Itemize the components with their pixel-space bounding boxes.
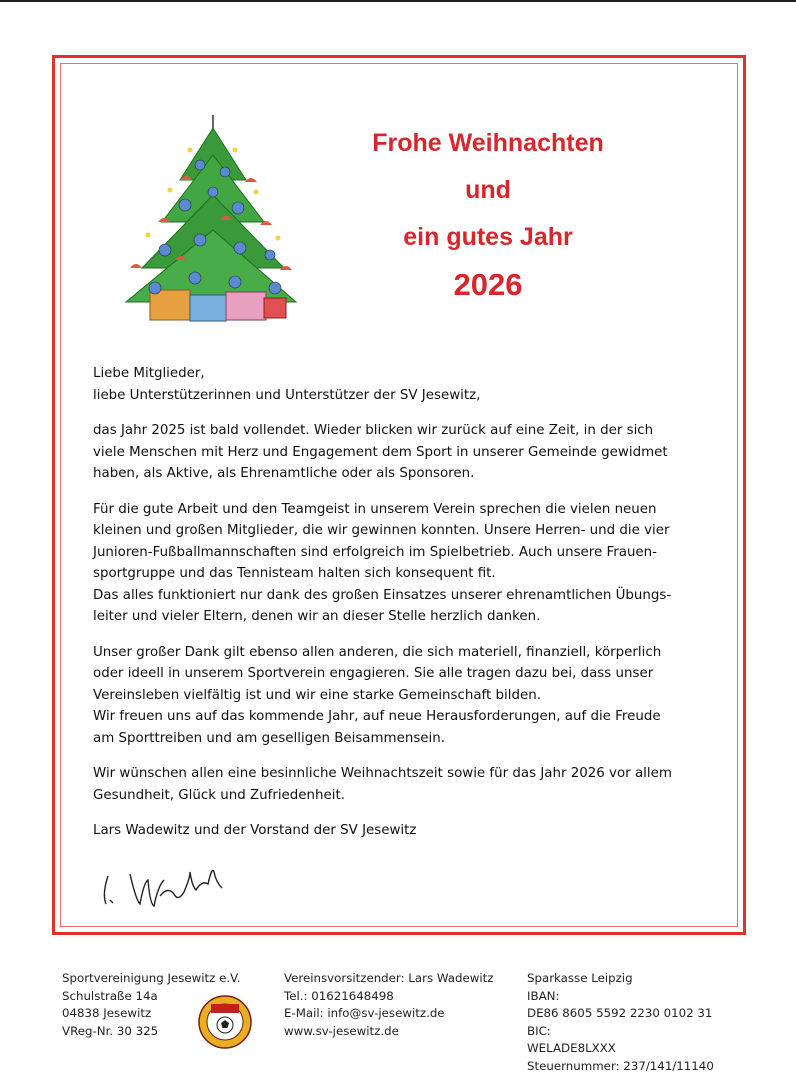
text-line: oder ideell in unserem Sportverein engagieren. Sie alle tragen dazu bei, dass unser — [93, 666, 654, 681]
text-line: viele Menschen mit Herz und Engagement dem Sport in unserer Gemeinde gewidmet — [93, 444, 668, 460]
text-line: Wir wünschen allen eine besinnliche Weihnachtszeit sowie für das Jahr 2026 vor allem — [93, 766, 672, 781]
text-line: haben, als Aktive, als Ehrenamtliche oder als Sponsoren. — [93, 466, 475, 481]
paragraph-1 — [93, 420, 693, 485]
text-line: Für die gute Arbeit und den Teamgeist in unserem Verein sprechen die vielen neuen — [93, 501, 657, 517]
bic-label: BIC: — [527, 1023, 551, 1038]
iban-row — [527, 988, 714, 1023]
registry-number: VReg-Nr. 30 325 — [62, 1023, 159, 1038]
paragraph-2 — [93, 499, 693, 628]
greeting-line-1: Frohe Weihnachten — [372, 129, 604, 157]
handwritten-signature — [100, 866, 260, 910]
paragraph-4 — [93, 763, 693, 806]
tax-number: Steuernummer: 237/141/11140 — [527, 1058, 714, 1073]
chairman: Vereinsvorsitzender: Lars Wadewitz — [284, 971, 494, 985]
closing-line: Lars Wadewitz und der Vorstand der SV Jesewitz — [93, 823, 417, 838]
club-name: Sportvereinigung Jesewitz e.V. — [62, 971, 241, 985]
text-line: Das alles funktioniert nur dank des großen Einsatzes unserer ehrenamtlichen Übungs- — [93, 587, 672, 603]
website-link[interactable]: www.sv-jesewitz.de — [284, 1023, 399, 1038]
text-line: Unser großer Dank gilt ebenso allen anderen, die sich materiell, finanziell, körperlich — [93, 644, 662, 660]
text-line: Gesundheit, Glück und Zufriedenheit. — [93, 787, 345, 803]
letter-body — [93, 363, 693, 856]
closing — [93, 820, 693, 842]
text-line: kleinen und großen Mitglieder, die wir gewinnen konnten. Unsere Herren- und die vier — [93, 523, 670, 538]
text-line: Wir freuen uns auf das kommende Jahr, auf neue Herausforderungen, auf die Freude — [93, 709, 661, 724]
greeting-line-3: ein gutes Jahr — [403, 223, 573, 251]
christmas-tree-illustration — [120, 110, 300, 330]
scan-top-edge — [0, 0, 796, 2]
bank-name: Sparkasse Leipzig — [527, 971, 633, 985]
club-logo — [198, 995, 252, 1049]
paragraph-3 — [93, 642, 693, 750]
city: 04838 Jesewitz — [62, 1006, 152, 1020]
text-line: am Sporttreiben und am geselligen Beisammensein. — [93, 730, 446, 746]
text-line: leiter und vieler Eltern, denen wir an dieser Stelle herzlich danken. — [93, 609, 541, 624]
christmas-greeting — [318, 120, 658, 311]
text-line: das Jahr 2025 ist bald vollendet. Wieder blicken wir zurück auf eine Zeit, in der sich — [93, 423, 654, 438]
footer-contact — [284, 970, 493, 1040]
salutation-line: liebe Unterstützerinnen und Unterstützer der SV Jesewitz, — [93, 387, 481, 403]
bic-value: WELADE8LXXX — [527, 1041, 616, 1055]
footer-bank — [527, 970, 714, 1075]
salutation-line: Liebe Mitglieder, — [93, 366, 205, 381]
text-line: sportgruppe und das Tennisteam halten sich konsequent fit. — [93, 566, 496, 581]
street: Schulstraße 14a — [62, 988, 158, 1003]
greeting-line-2: und — [465, 176, 511, 204]
text-line: Junioren-Fußballmannschaften sind erfolgreich im Spielbetrieb. Auch unsere Frauen- — [93, 544, 657, 560]
phone: Tel.: 01621648498 — [284, 988, 394, 1003]
bic-row — [527, 1023, 714, 1058]
email-link[interactable]: E-Mail: info@sv-jesewitz.de — [284, 1006, 445, 1020]
iban-label: IBAN: — [527, 988, 560, 1003]
iban-value: DE86 8605 5592 2230 0102 31 — [527, 1006, 713, 1020]
salutation — [93, 363, 693, 406]
text-line: Vereinsleben vielfältig ist und wir eine starke Gemeinschaft bilden. — [93, 687, 541, 703]
greeting-year: 2026 — [453, 267, 523, 302]
